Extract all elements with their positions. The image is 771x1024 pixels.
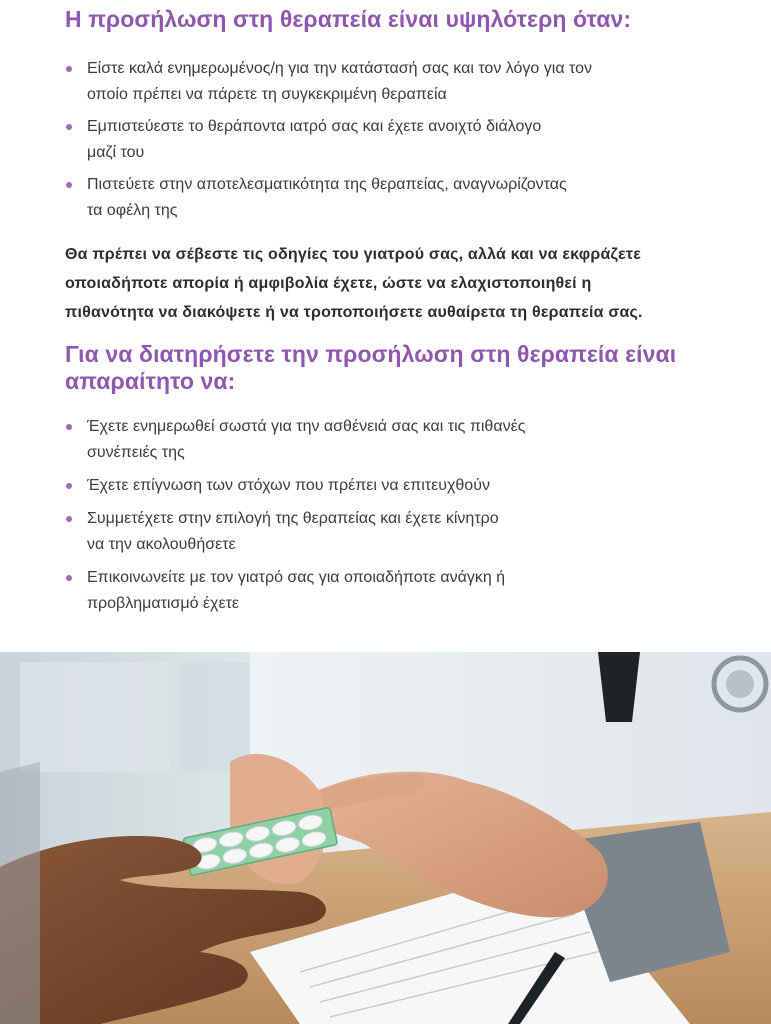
list-item <box>66 506 726 558</box>
bullet-icon <box>66 575 72 581</box>
list-item-line: Συμμετέχετε στην επιλογή της θεραπείας και έχετε κίνητρο <box>87 510 499 527</box>
bullet-icon <box>66 483 72 489</box>
bullet-icon <box>66 124 72 130</box>
list-item-line: Πιστεύετε στην αποτελεσματικότητα της θεραπείας, αναγνωρίζοντας <box>87 176 567 193</box>
list-item-line: μαζί του <box>87 144 145 161</box>
list-item-line: συνέπειές της <box>87 444 185 461</box>
bullet-icon <box>66 182 72 188</box>
list-item <box>66 565 726 617</box>
list-item <box>66 114 726 166</box>
list-item <box>66 172 726 224</box>
advice-line: πιθανότητα να διακόψετε ή να τροποποιήσετε αυθαίρετα τη θεραπεία σας. <box>65 304 643 321</box>
section2-heading <box>65 341 676 395</box>
list-item-line: Επικοινωνείτε με τον γιατρό σας για οποιαδήποτε ανάγκη ή <box>87 569 506 586</box>
section2-list <box>66 414 726 617</box>
advice-line: οποιαδήποτε απορία ή αμφιβολία έχετε, ώστε να ελαχιστοποιηθεί η <box>65 275 592 292</box>
bullet-icon <box>66 424 72 430</box>
list-item-line: Έχετε ενημερωθεί σωστά για την ασθένειά σας και τις πιθανές <box>87 418 526 435</box>
doctor-patient-photo <box>0 652 771 1024</box>
list-item-line: Είστε καλά ενημερωμένος/η για την κατάστασή σας και τον λόγο για τον <box>87 60 592 77</box>
list-item-line: Εμπιστεύεστε το θεράποντα ιατρό σας και έχετε ανοιχτό διάλογο <box>87 118 542 135</box>
list-item <box>66 473 726 499</box>
list-item-line: Έχετε επίγνωση των στόχων που πρέπει να επιτευχθούν <box>87 477 490 494</box>
section2-heading-line: απαραίτητο να: <box>65 368 236 394</box>
list-item <box>66 56 726 108</box>
section2-heading-line: Για να διατηρήσετε την προσήλωση στη θεραπεία είναι <box>65 341 677 367</box>
advice-paragraph <box>65 240 715 327</box>
bullet-icon <box>66 66 72 72</box>
section1-heading: Η προσήλωση στη θεραπεία είναι υψηλότερη όταν: <box>65 6 632 32</box>
advice-line: Θα πρέπει να σέβεστε τις οδηγίες του γιατρού σας, αλλά και να εκφράζετε <box>65 246 642 263</box>
section1-list <box>66 56 726 224</box>
list-item-line: τα οφέλη της <box>87 202 178 219</box>
bullet-icon <box>66 516 72 522</box>
list-item-line: προβληματισμό έχετε <box>87 595 240 612</box>
list-item <box>66 414 726 466</box>
list-item-line: να την ακολουθήσετε <box>87 536 236 553</box>
list-item-line: οποίο πρέπει να πάρετε τη συγκεκριμένη θεραπεία <box>87 86 447 103</box>
